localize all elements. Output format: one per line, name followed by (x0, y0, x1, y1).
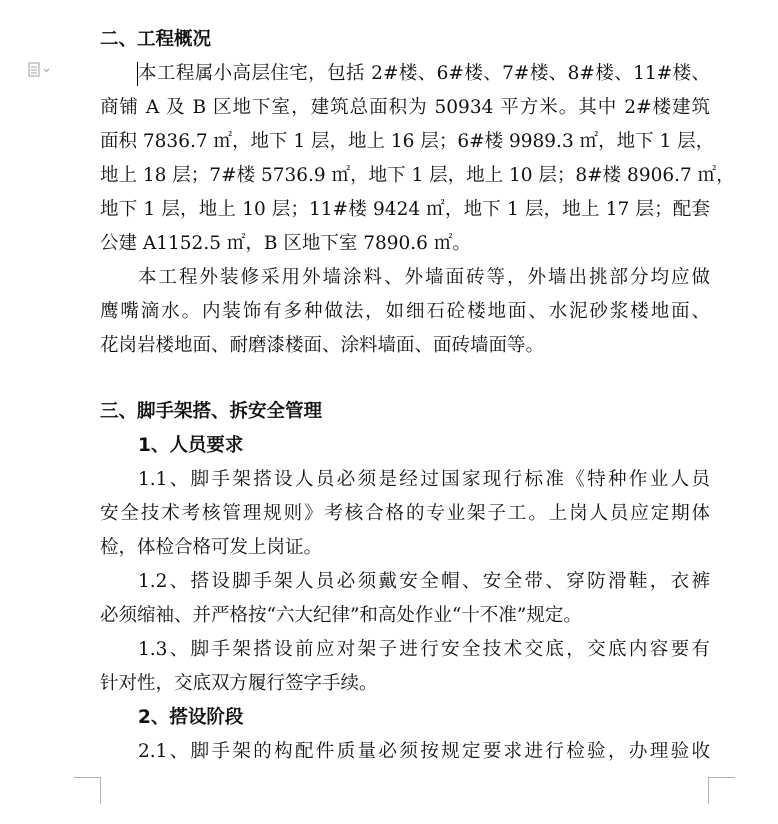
document-icon[interactable] (28, 62, 52, 78)
paragraph-line: 鹰嘴滴水。内装饰有多种做法，如细石砼楼地面、水泥砂浆楼地面、 (100, 301, 710, 322)
paragraph-line: 面积 7836.7 ㎡，地下 1 层，地上 16 层；6#楼 9989.3 ㎡，地下 1 层， (100, 131, 715, 152)
paragraph-line: 检，体检合格可发上岗证。 (100, 537, 323, 558)
paragraph-line: 安全技术考核管理规则》考核合格的专业架子工。上岗人员应定期体 (100, 503, 710, 524)
page-corner-mark-right (708, 777, 735, 804)
page-corner-mark-left (74, 777, 101, 804)
paragraph-line: 公建 A1152.5 ㎡，B 区地下室 7890.6 ㎡。 (100, 233, 471, 254)
paragraph-line: 必须缩袖、并严格按“六大纪律”和高处作业“十不准”规定。 (100, 605, 582, 626)
paragraph-line: 本工程属小高层住宅，包括 2#楼、6#楼、7#楼、8#楼、11#楼、 (138, 63, 710, 84)
paragraph-line: 2.1、脚手架的构配件质量必须按规定要求进行检验，办理验收 (138, 741, 710, 762)
paragraph-line: 商铺 A 及 B 区地下室，建筑总面积为 50934 平方米。其中 2#楼建筑 (100, 97, 710, 118)
section-heading-overview: 二、工程概况 (100, 29, 212, 50)
paragraph-line: 地上 18 层；7#楼 5736.9 ㎡，地下 1 层，地上 10 层；8#楼 8906.7 ㎡， (100, 165, 735, 186)
subheading-personnel: 1、人员要求 (138, 435, 244, 456)
paragraph-line: 本工程外装修采用外墙涂料、外墙面砖等，外墙出挑部分均应做 (138, 267, 710, 288)
section-heading-scaffold: 三、脚手架搭、拆安全管理 (100, 401, 323, 422)
paragraph-line: 1.2、搭设脚手架人员必须戴安全帽、安全带、穿防滑鞋，衣裤 (138, 571, 710, 592)
paragraph-line: 针对性，交底双方履行签字手续。 (100, 673, 378, 694)
paragraph-line: 地下 1 层，地上 10 层；11#楼 9424 ㎡，地下 1 层，地上 17 层；配套 (100, 199, 710, 220)
subheading-setup-stage: 2、搭设阶段 (138, 707, 244, 728)
paragraph-line: 1.3、脚手架搭设前应对架子进行安全技术交底，交底内容要有 (138, 639, 710, 660)
paragraph-line: 1.1、脚手架搭设人员必须是经过国家现行标准《特种作业人员 (138, 469, 710, 490)
paragraph-line: 花岗岩楼地面、耐磨漆楼面、涂料墙面、面砖墙面等。 (100, 335, 545, 356)
